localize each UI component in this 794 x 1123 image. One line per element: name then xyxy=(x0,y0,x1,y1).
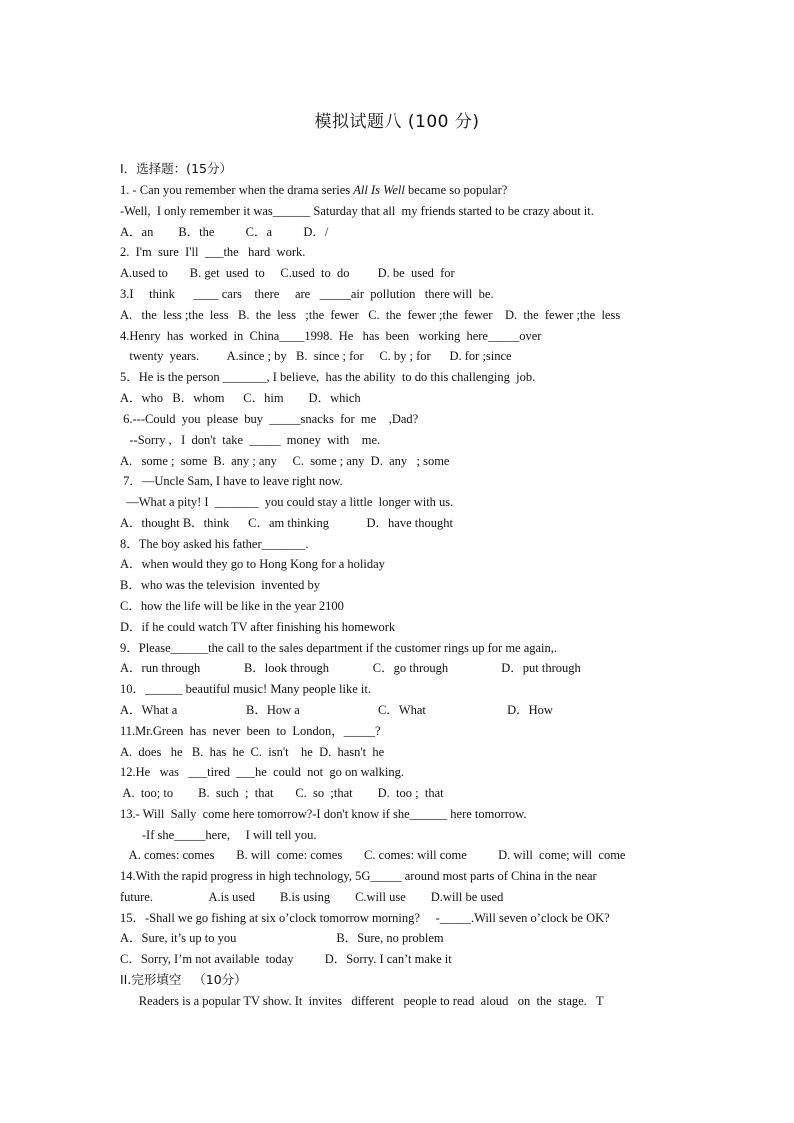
question-8: 8．The boy asked his father_______. xyxy=(120,537,309,551)
question-8-option-a: A．when would they go to Hong Kong for a holiday xyxy=(120,557,385,571)
question-8-option-b: B．who was the television invented by xyxy=(120,578,320,592)
question-7: 7．—Uncle Sam, I have to leave right now. xyxy=(120,474,343,488)
question-6: 6.---Could you please buy _____snacks for me ,Dad? xyxy=(120,412,419,426)
drama-title: All Is Well xyxy=(353,183,405,197)
question-14-options: future. A.is used B.is using C.will use D.will be used xyxy=(120,890,504,904)
question-8-option-d: D．if he could watch TV after finishing his homework xyxy=(120,620,396,634)
question-9: 9．Please______the call to the sales department if the customer rings up for me again,. xyxy=(120,641,558,655)
question-13-options: A. comes: comes B. will come: comes C. comes: will come D. will come; will come xyxy=(120,848,626,862)
question-3: 3.I think ____ cars there are _____air pollution there will be. xyxy=(120,287,494,301)
question-1 xyxy=(120,182,507,198)
question-4: 4.Henry has worked in China____1998. He has been working here_____over xyxy=(120,329,542,343)
question-12-options: A. too; to B. such ; that C. so ;that D. too ; that xyxy=(120,786,444,800)
question-1-dialogue: -Well, I only remember it was______ Saturday that all my friends started to be crazy about it. xyxy=(120,204,594,218)
question-15-options-cd: C．Sorry, I’m not available today D．Sorry. I can’t make it xyxy=(120,952,452,966)
question-1-options: A．an B．the C．a D．/ xyxy=(120,225,329,239)
page-title: 模拟试题八 (100 分) xyxy=(314,112,480,132)
section-heading-cloze: II.完形填空 （10分） xyxy=(120,972,247,987)
question-5: 5．He is the person _______, I believe, has the ability to do this challenging job. xyxy=(120,370,536,384)
question-14: 14.With the rapid progress in high technology, 5G_____ around most parts of China in the near xyxy=(120,869,597,883)
question-13-reply: -If she_____here, I will tell you. xyxy=(120,828,317,842)
question-5-options: A．who B．whom C．him D．which xyxy=(120,391,361,405)
question-6-options: A. some ; some B. any ; any C. some ; any D. any ; some xyxy=(120,454,450,468)
cloze-passage: Readers is a popular TV show. It invites different people to read aloud on the stage. T xyxy=(120,994,604,1008)
section-heading-choice: I．选择题：(15分） xyxy=(120,161,232,176)
question-2: 2. I'm sure I'll ___the hard work. xyxy=(120,245,306,259)
question-7-reply: —What a pity! I _______ you could stay a little longer with us. xyxy=(120,495,454,509)
question-15: 15．-Shall we go fishing at six o’clock tomorrow morning? -_____.Will seven o’clock be OK? xyxy=(120,911,610,925)
question-10-options: A．What a B．How a C．What D．How xyxy=(120,703,553,717)
question-11: 11.Mr.Green has never been to London，_____? xyxy=(120,724,381,738)
question-8-option-c: C．how the life will be like in the year 2100 xyxy=(120,599,344,613)
question-7-options: A．thought B．think C．am thinking D．have thought xyxy=(120,516,453,530)
question-3-options: A. the less ;the less B. the less ;the fewer C. the fewer ;the fewer D. the fewer ;the less xyxy=(120,308,621,322)
question-1-text: 1. - Can you remember when the drama series xyxy=(120,183,354,197)
question-11-options: A. does he B. has he C. isn't he D. hasn't he xyxy=(120,745,385,759)
question-2-options: A.used to B. get used to C.used to do D. be used for xyxy=(120,266,455,280)
question-10: 10．______ beautiful music! Many people like it. xyxy=(120,682,371,696)
question-6-reply: --Sorry , I don't take _____ money with me. xyxy=(120,433,381,447)
question-15-options-ab: A．Sure, it’s up to you B．Sure, no problem xyxy=(120,931,444,945)
question-4-options: twenty years. A.since ; by B. since ; for C. by ; for D. for ;since xyxy=(120,349,512,363)
question-1-tail: became so popular? xyxy=(404,183,508,197)
question-9-options: A．run through B．look through C．go through D．put through xyxy=(120,661,581,675)
question-12: 12.He was ___tired ___he could not go on walking. xyxy=(120,765,404,779)
question-13: 13.- Will Sally come here tomorrow?-I don't know if she______ here tomorrow. xyxy=(120,807,527,821)
